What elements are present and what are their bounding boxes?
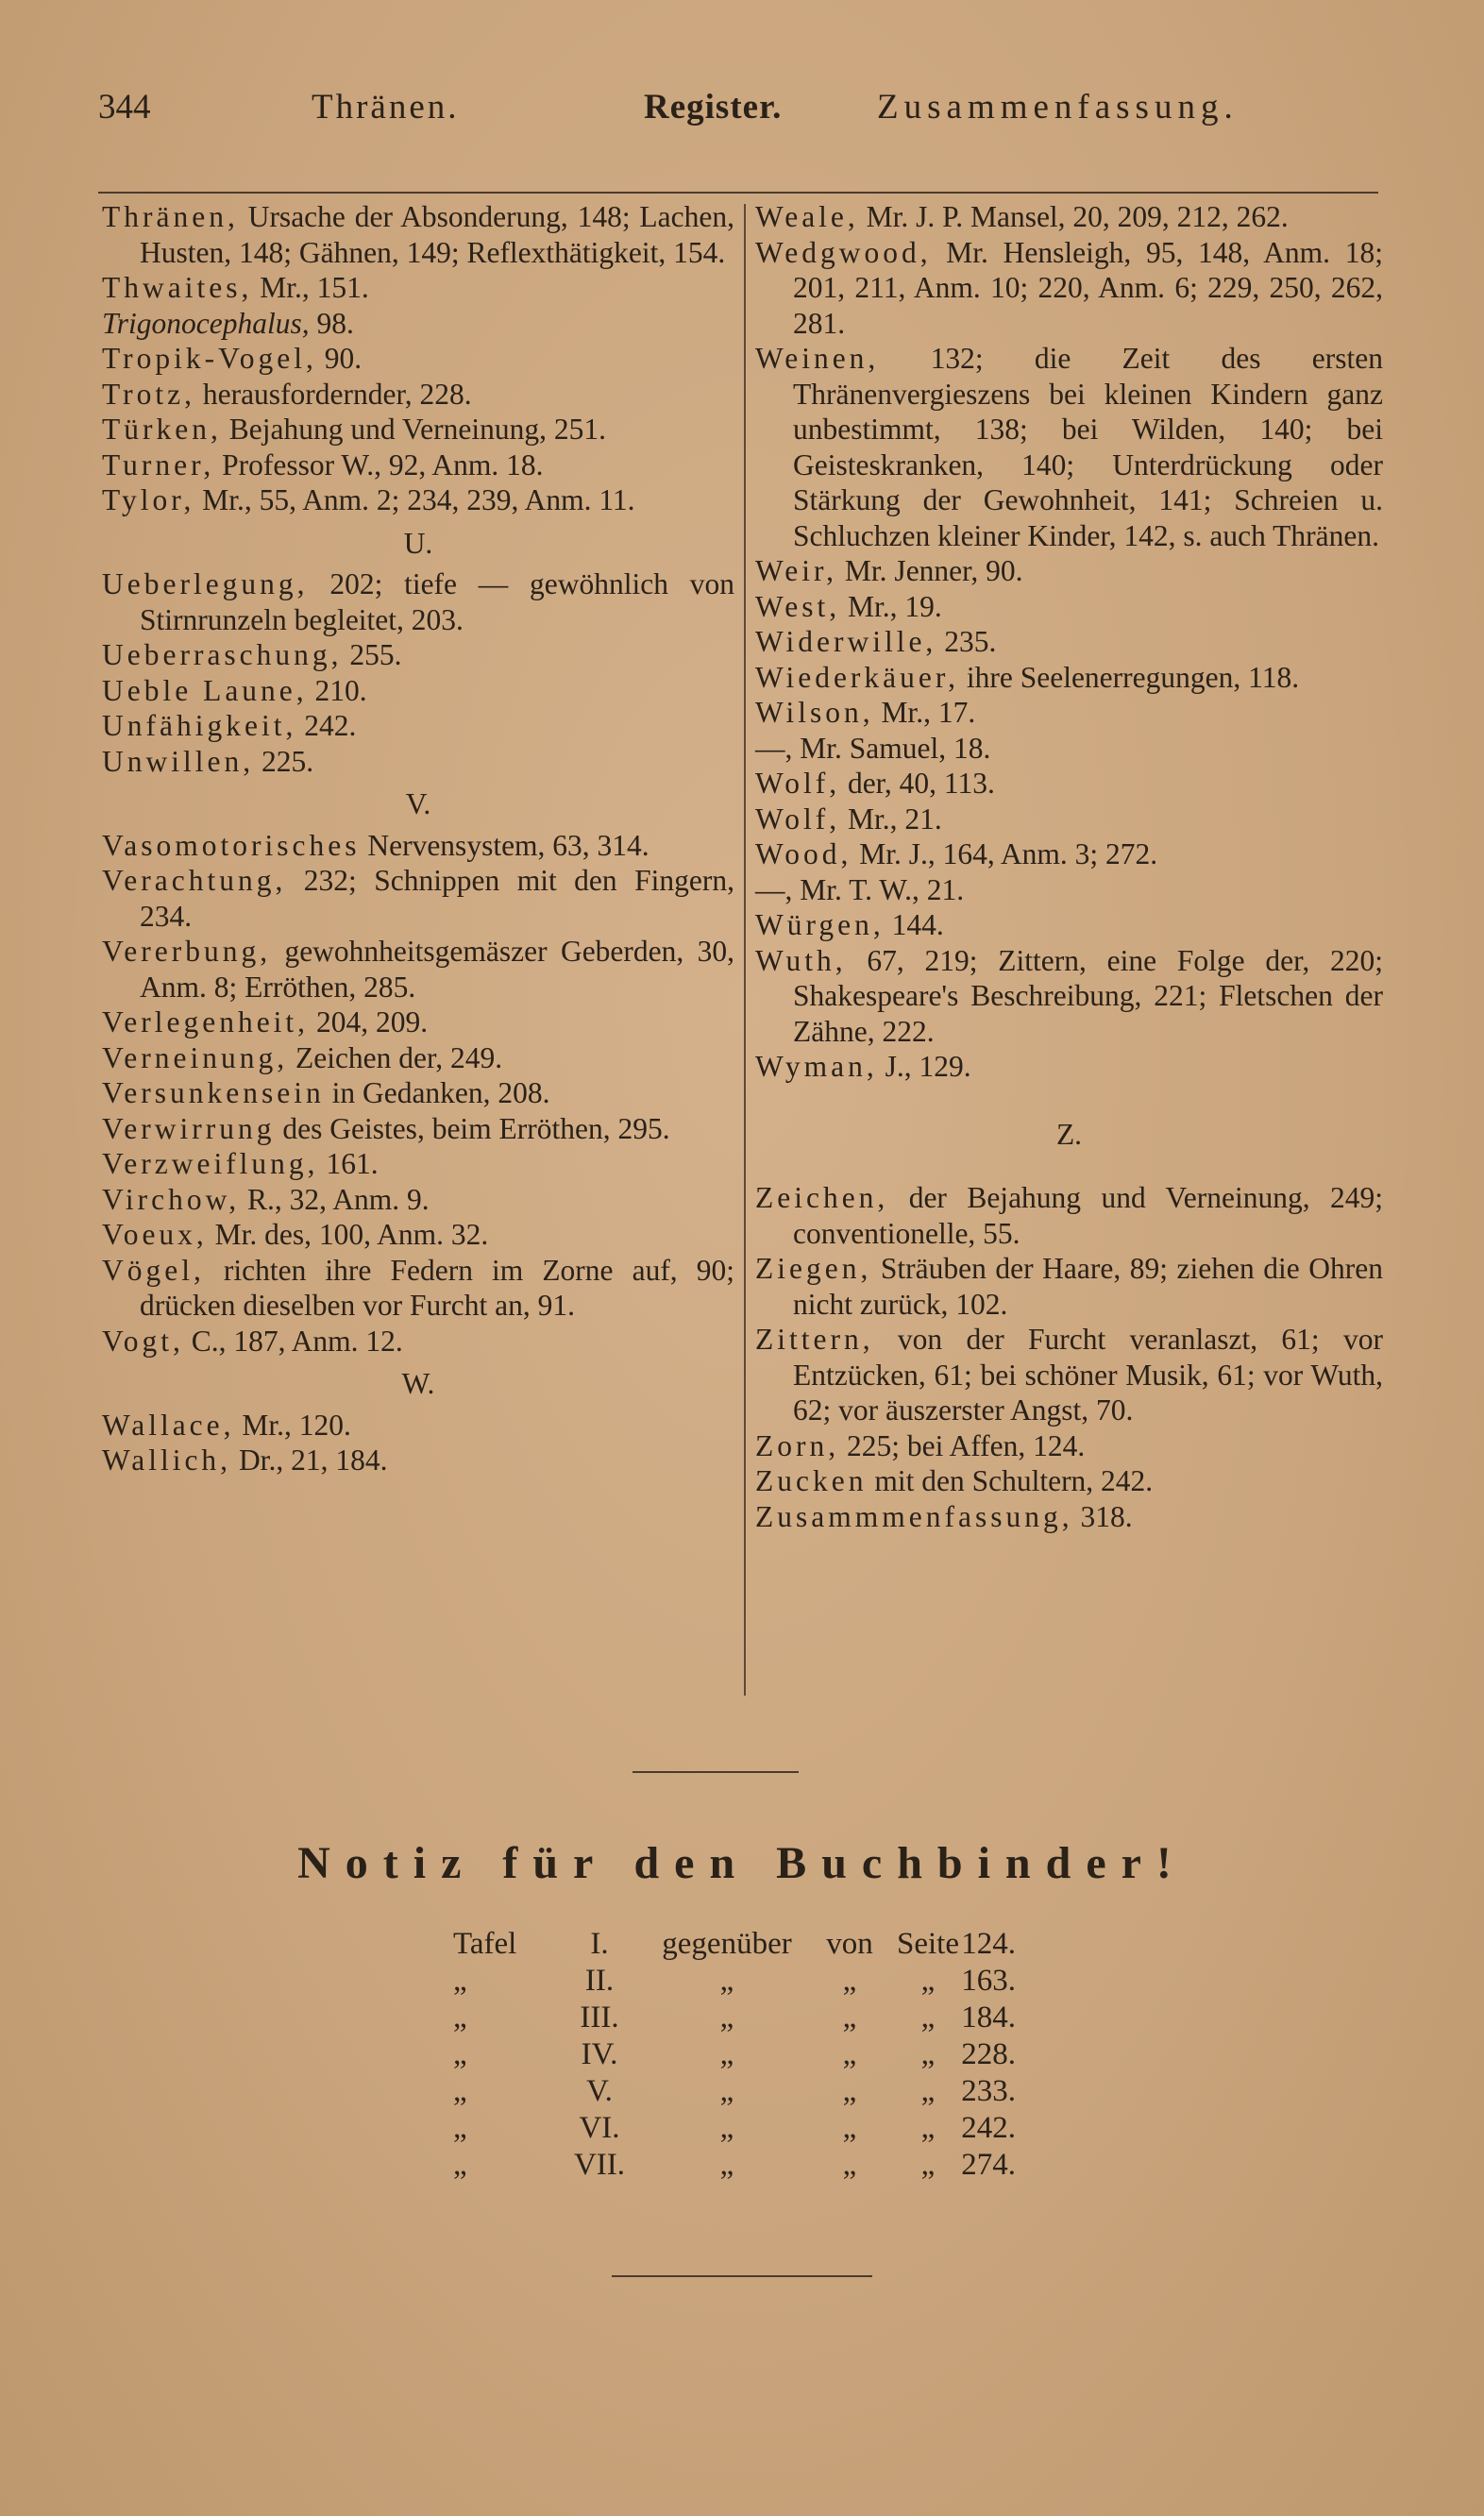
plate-cell-a: „ [719,1964,734,1998]
index-references: 255. [342,638,402,671]
plate-cell-num: V. [586,2074,613,2108]
index-entry [102,482,734,518]
index-headword: Türken, [102,413,222,446]
index-entry [102,1443,734,1478]
plate-cell-b: „ [842,1964,857,1998]
index-entry [102,306,734,342]
index-headword: Widerwille, [755,625,937,658]
index-headword: Ziegen, [755,1252,872,1285]
index-headword: Voeux, [102,1218,208,1251]
index-headword: Trotz, [102,377,195,411]
index-entry [755,695,1383,731]
plate-cell-page: 163. [961,1964,1016,1998]
plate-cell-c: „ [920,2148,936,2182]
index-references: Mr., 55, Anm. 2; 234, 239, Anm. 11. [194,483,635,516]
index-headword: Ueble Laune, [102,673,308,707]
index-references: 90. [316,342,363,375]
plate-cell-num: VII. [573,2148,626,2182]
index-headword: Thwaites, [102,271,253,304]
index-references: der, 40, 113. [840,767,995,800]
index-headword: Wedgwood, [755,235,932,269]
index-left-column [102,199,734,1478]
plate-cell-c: „ [920,2074,936,2108]
plate-cell-c: „ [920,2001,936,2035]
index-entry [755,836,1383,872]
plate-cell-b: „ [842,2111,857,2145]
index-section-letter: W. [401,1367,435,1400]
plate-cell-num: I. [590,1927,609,1961]
plate-cell-c: „ [920,1964,936,1998]
running-subtitle: Zusammenfassung. [877,88,1239,127]
index-references: Mr., 120. [234,1408,351,1442]
index-headword: Weale, [755,200,859,233]
index-references: Mr. J. P. Mansel, 20, 209, 212, 262. [858,200,1289,233]
index-entry [755,1428,1383,1464]
index-entry [102,1324,734,1359]
index-entry [755,1180,1383,1251]
index-references: 204, 209. [309,1005,429,1038]
index-entry [102,828,734,864]
index-references: R., 32, Anm. 9. [240,1182,430,1216]
plate-cell-a: „ [719,2148,734,2182]
index-references: ihre Seelenerregungen, 118. [959,660,1300,694]
plate-cell-a: gegenüber [662,1927,792,1961]
index-references: Professor W., 92, Anm. 18. [214,447,544,481]
plate-cell-b: von [826,1927,873,1961]
index-headword: Versunkensein [102,1076,325,1109]
index-references: Mr., 21. [840,802,942,836]
index-references: Nervensystem, 63, 314. [360,828,649,862]
index-references: der Bejahung und Verneinung, 249; conventionelle, 55. [793,1181,1383,1250]
index-entry [102,1111,734,1147]
index-entry [102,1075,734,1111]
plate-cell-label: „ [453,2148,467,2182]
plate-cell-label: „ [453,2001,467,2035]
index-references: von der Furcht veranlaszt, 61; vor Entzücken, 61; bei schöner Musik, 61; vor Wuth, 62; vor äuszerster Angst, 70. [793,1323,1383,1427]
index-headword: Unwillen, [102,744,255,778]
plate-cell-c: „ [920,2037,936,2071]
index-entry [755,235,1383,342]
index-references: C., 187, Anm. 12. [183,1324,403,1358]
index-entry [755,1322,1383,1428]
index-headword: Ueberlegung, [102,567,309,600]
index-headword: Weinen, [755,342,880,375]
index-references: 210. [307,673,367,707]
index-entry [755,766,1383,802]
index-headword: Vögel, [102,1253,205,1287]
plate-row [453,2147,1016,2184]
index-references: Dr., 21, 184. [231,1444,388,1477]
index-references: 132; die Zeit des ersten Thränenvergieszens bei kleinen Kindern ganz unbestimmt, 138; bei Wilden, 140; bei Geisteskranken, 140; Unterdrückung oder Stärkung der Gewohnheit, 141; Schreien u. Schluchzen kleiner Kinder, 142, s. auch Thränen. [793,342,1383,552]
index-headword: Verneinung, [102,1040,289,1074]
index-entry [755,1049,1383,1085]
index-headword: Thränen, [102,200,239,233]
plate-cell-a: „ [719,2111,734,2145]
index-references: Mr. des, 100, Anm. 32. [207,1218,489,1251]
index-references: —, Mr. Samuel, 18. [755,731,991,765]
index-section-letter: V. [405,787,431,820]
index-entry [755,553,1383,589]
plate-cell-label: „ [453,2074,467,2108]
index-headword: Wood, [755,837,852,870]
index-section-letter: Z. [1055,1117,1083,1151]
index-headword: Wyman, [755,1050,878,1083]
index-references: —, Mr. T. W., 21. [755,872,965,906]
index-headword: Vasomotorisches [102,828,361,862]
index-headword: Zucken [755,1464,868,1497]
index-references: 67, 219; Zittern, eine Folge der, 220; Shakespeare's Beschreibung, 221; Fletschen der Zähne, 222. [793,943,1383,1048]
index-references: 232; Schnippen mit den Fingern, 234. [140,864,734,933]
bottom-rule [612,2275,872,2277]
index-entry [102,412,734,447]
index-entry [102,744,734,780]
plate-row [453,2110,1016,2147]
index-entry [102,270,734,306]
plate-row [453,2036,1016,2073]
index-headword: Zittern, [755,1323,874,1356]
index-headword: Wolf, [755,767,841,800]
index-references: Mr., 151. [252,271,369,304]
notice-title: Notiz für den Buchbinder! [297,1838,1187,1888]
index-entry [755,624,1383,660]
index-references: gewohnheitsgemäszer Geberden, 30, Anm. 8; Erröthen, 285. [140,935,734,1004]
page-number: 344 [98,88,151,127]
plate-cell-label: Tafel [453,1927,517,1961]
index-references: 225. [254,744,314,778]
plate-cell-num: IV. [581,2037,618,2071]
index-headword: Verachtung, [102,864,287,897]
column-divider [744,204,746,1696]
header-rule [98,192,1378,194]
plate-cell-label: „ [453,2111,467,2145]
index-entry [102,1040,734,1076]
plates-table [453,1926,1016,2184]
index-references: 161. [318,1147,379,1180]
index-references: 242. [296,709,357,742]
plate-cell-page: 242. [961,2111,1016,2145]
plate-cell-b: „ [842,2037,857,2071]
index-entry [755,1251,1383,1322]
plate-cell-num: VI. [579,2111,620,2145]
index-entry [102,1146,734,1182]
plate-cell-a: „ [719,2037,734,2071]
plate-cell-a: „ [719,2074,734,2108]
index-right-column [755,199,1383,1534]
index-references: 98. [309,306,354,340]
index-entry [102,377,734,413]
index-references: Mr. J., 164, Anm. 3; 272. [852,837,1158,870]
index-entry [102,1253,734,1324]
index-headword: Zusammmenfassung, [755,1499,1073,1533]
index-headword: Wiederkäuer, [755,660,959,694]
index-entry [102,199,734,270]
index-headword: Virchow, [102,1182,241,1216]
index-references: mit den Schultern, 242. [867,1464,1154,1497]
index-entry [102,708,734,744]
index-references: Bejahung und Verneinung, 251. [221,413,606,446]
index-references: Mr. Hensleigh, 95, 148, Anm. 18; 201, 211, Anm. 10; 220, Anm. 6; 229, 250, 262, 281. [793,235,1383,340]
index-references: 202; tiefe — gewöhnlich von Stirnrunzeln begleitet, 203. [140,567,734,636]
index-headword: Vererbung, [102,935,272,968]
plate-cell-b: „ [842,2001,857,2035]
index-references: 318. [1072,1499,1133,1533]
plate-cell-page: 124. [961,1927,1016,1961]
running-title: Thränen. [312,88,460,127]
index-references: 225; bei Affen, 124. [839,1428,1086,1462]
index-entry [102,1005,734,1040]
index-references: 235. [936,625,997,658]
index-entry [102,447,734,483]
index-headword: Zeichen, [755,1181,889,1214]
index-entry [755,660,1383,696]
plate-cell-page: 184. [961,2001,1016,2035]
index-entry [755,907,1383,943]
plate-cell-c: Seite [897,1927,959,1961]
plate-row [453,1963,1016,2000]
plate-cell-num: II. [584,1964,615,1998]
index-references: Mr. Jenner, 90. [837,554,1023,587]
index-entry [755,1499,1383,1535]
index-references: richten ihre Federn im Zorne auf, 90; drücken dieselben vor Furcht an, 91. [140,1253,734,1322]
index-headword: West, [755,589,841,623]
index-entry [102,863,734,934]
index-headword: Tropik-Vogel, [102,342,317,375]
plate-cell-page: 233. [961,2074,1016,2108]
plate-cell-c: „ [920,2111,936,2145]
index-headword: Würgen, [755,908,885,941]
index-headword: Weir, [755,554,838,587]
plate-row [453,2000,1016,2036]
index-references: in Gedanken, 208. [324,1076,550,1109]
plate-cell-a: „ [719,2001,734,2035]
index-references: herausfordernder, 228. [194,377,472,411]
index-references: Zeichen der, 249. [288,1040,503,1074]
index-references: J., 129. [877,1050,971,1083]
index-entry [102,673,734,709]
index-entry [102,566,734,637]
index-entry [755,731,1383,767]
index-entry [755,872,1383,908]
index-entry [102,637,734,673]
index-headword: Wallace, [102,1408,235,1442]
index-references: Mr., 19. [840,589,942,623]
index-headword: Verwirrung [102,1111,276,1145]
index-headword: Wallich, [102,1444,232,1477]
index-entry [755,943,1383,1050]
index-headword: Tylor, [102,483,195,516]
index-entry [102,934,734,1005]
index-references: 144. [884,908,944,941]
index-entry [755,802,1383,837]
index-references: des Geistes, beim Erröthen, 295. [275,1111,670,1145]
index-entry [755,341,1383,553]
index-entry [755,1463,1383,1499]
index-headword: Ueberraschung, [102,638,343,671]
plate-cell-page: 228. [961,2037,1016,2071]
index-headword: Wuth, [755,943,847,977]
index-entry [102,1182,734,1218]
index-references: Mr., 17. [873,696,976,729]
index-entry [102,1408,734,1444]
index-entry [102,341,734,377]
index-headword: Verzweiflung, [102,1147,319,1180]
index-headword: Zorn, [755,1428,840,1462]
separator-rule [632,1771,799,1773]
plate-cell-label: „ [453,2037,467,2071]
index-headword: Unfähigkeit, [102,709,297,742]
index-headword: Turner, [102,447,215,481]
plate-row [453,2073,1016,2110]
plate-cell-page: 274. [961,2148,1016,2182]
running-header [98,87,1259,134]
index-headword: Trigonocephalus, [102,306,310,340]
index-section-letter: U. [403,526,433,560]
plate-cell-label: „ [453,1964,467,1998]
section-title: Register. [644,88,783,127]
plate-row [453,1926,1016,1963]
index-entry [755,589,1383,625]
index-references: Sträuben der Haare, 89; ziehen die Ohren nicht zurück, 102. [793,1252,1383,1321]
plate-cell-num: III. [580,2001,619,2035]
index-headword: Wolf, [755,802,841,836]
index-entry [102,1217,734,1253]
index-references: Ursache der Absonderung, 148; Lachen, Husten, 148; Gähnen, 149; Reflexthätigkeit, 154. [140,200,734,269]
plate-cell-b: „ [842,2074,857,2108]
index-headword: Wilson, [755,696,874,729]
plate-cell-b: „ [842,2148,857,2182]
index-headword: Verlegenheit, [102,1005,310,1038]
index-headword: Vogt, [102,1324,184,1358]
index-entry [755,199,1383,235]
